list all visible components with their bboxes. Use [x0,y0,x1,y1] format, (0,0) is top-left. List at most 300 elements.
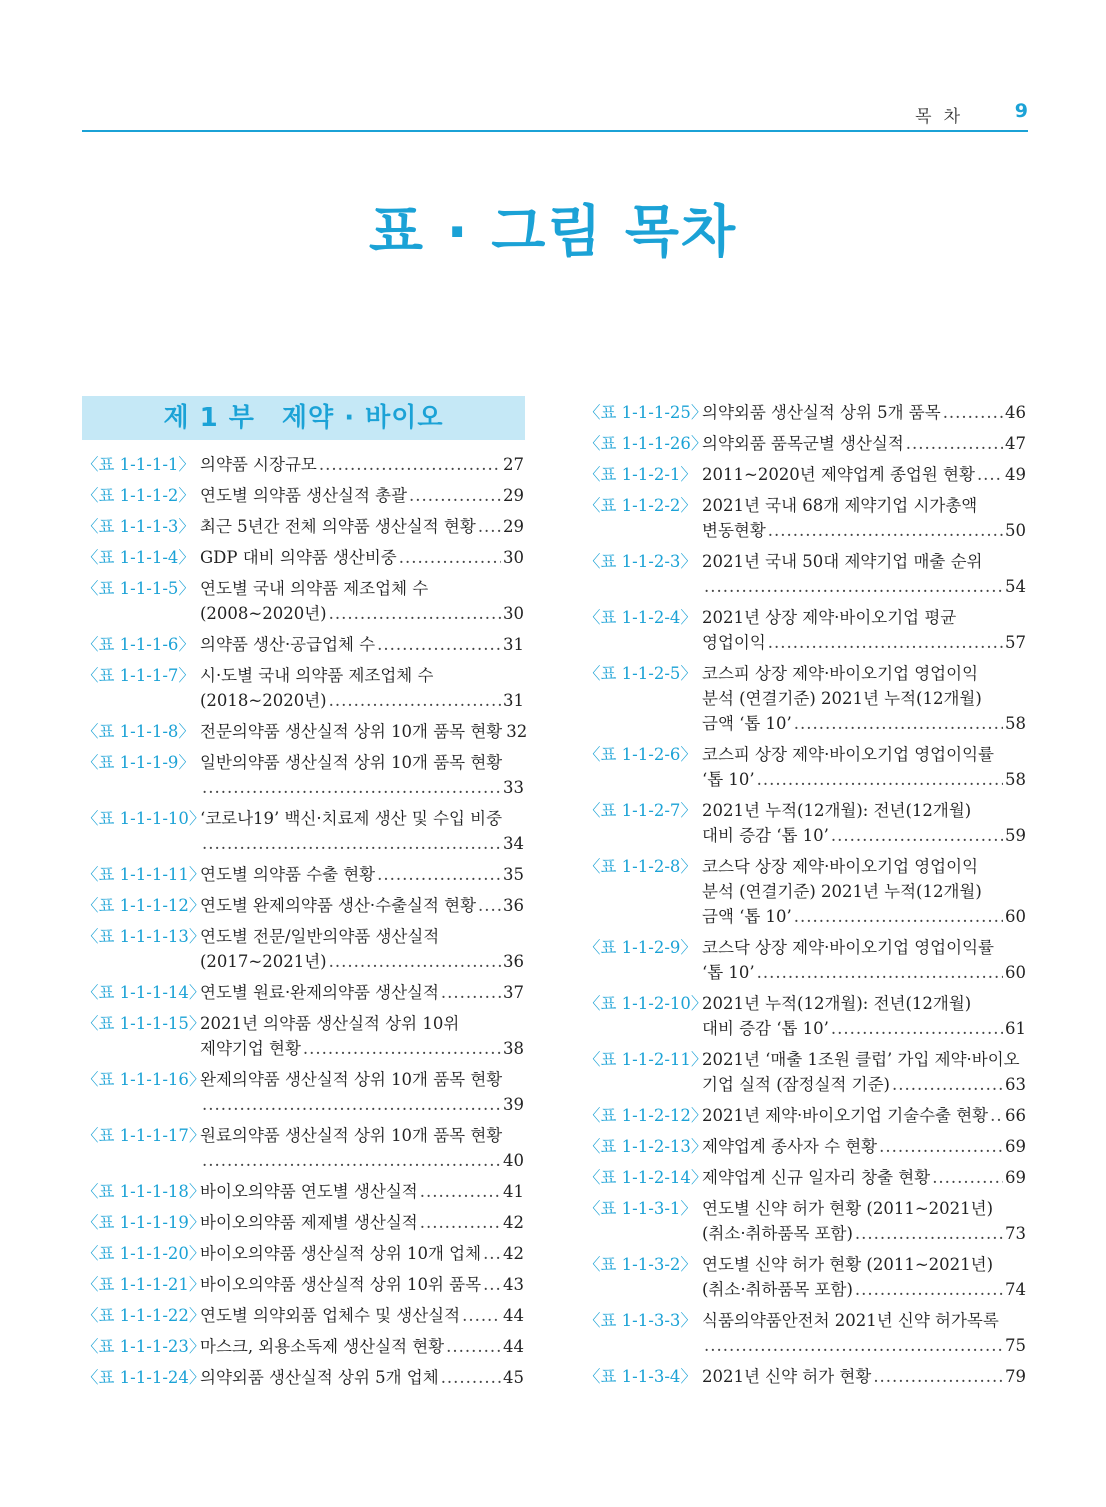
entry-title-line: 바이오의약품 연도별 생산실적 [200,1182,418,1201]
entry-last-line [200,831,524,856]
entry-body [702,854,1026,929]
page-ref: 69 [1005,1137,1026,1156]
page-ref: 36 [503,952,524,971]
entry-title-line: 제약기업 현황 [200,1039,301,1058]
page-ref: 60 [1005,907,1026,926]
toc-entry[interactable] [584,1308,1026,1358]
table-code: 〈표 1-1-2-10〉 [584,994,708,1013]
page-title: 표 · 그림 목차 [368,200,738,265]
table-code: 〈표 1-1-1-14〉 [82,983,206,1002]
dot-leader [202,775,501,800]
entry-last-line [702,1364,1026,1389]
header-rule [82,130,1028,132]
entry-title-line: 코스피 상장 제약·바이오기업 영업이익률 [702,745,994,764]
entry-title-line: 연도별 의약외품 업체수 및 생산실적 [200,1306,461,1325]
header-label: 목차 [915,107,972,127]
table-code: 〈표 1-1-1-20〉 [82,1244,206,1263]
entry-title-line: 제약업계 종사자 수 현황 [702,1137,878,1156]
entry-body [200,483,524,508]
page-ref: 33 [503,778,524,797]
entry-last-line [200,452,524,477]
entry-last-line [200,632,524,657]
toc-entry[interactable] [584,854,1026,929]
entry-title-line: (2008~2020년) [200,604,327,623]
toc-entry[interactable] [82,806,524,856]
entry-title-line: 최근 5년간 전체 의약품 생산실적 현황 [200,517,476,536]
toc-entry[interactable] [584,798,1026,848]
table-code: 〈표 1-1-1-25〉 [584,403,708,422]
page-number: 9 [1014,100,1028,122]
page-ref: 74 [1005,1280,1026,1299]
entry-title-line: 의약품 생산·공급업체 수 [200,635,376,654]
page-ref: 29 [503,517,524,536]
entry-title-line: 연도별 완제의약품 생산·수출실적 현황 [200,896,477,915]
page-ref: 49 [1005,465,1026,484]
page-ref: 45 [503,1368,524,1387]
page-ref: 57 [1005,633,1026,652]
table-code: 〈표 1-1-3-3〉 [584,1311,697,1330]
entry-last-line [200,949,524,974]
toc-entry[interactable] [82,893,524,918]
toc-entry[interactable] [584,1252,1026,1302]
table-code: 〈표 1-1-2-6〉 [584,745,697,764]
running-header [82,100,1028,126]
table-code: 〈표 1-1-1-17〉 [82,1126,206,1145]
dot-leader [932,1165,1003,1190]
table-code: 〈표 1-1-1-11〉 [82,865,206,884]
toc-entry[interactable] [82,632,524,657]
entry-body [200,806,524,856]
toc-entry[interactable] [584,742,1026,792]
dot-leader [399,545,501,570]
entry-last-line [702,400,1026,425]
entry-title-line: 완제의약품 생산실적 상위 10개 품목 현황 [200,1070,503,1089]
entry-title-line: 제약업계 신규 일자리 창출 현황 [702,1168,931,1187]
table-code: 〈표 1-1-2-11〉 [584,1050,708,1069]
dot-leader [704,574,1003,599]
toc-entry[interactable] [82,719,528,744]
dot-leader [873,1364,1003,1389]
toc-entry[interactable] [82,1334,524,1359]
toc-entry[interactable] [82,514,524,539]
table-code: 〈표 1-1-2-7〉 [584,801,697,820]
page-ref: 50 [1005,521,1026,540]
entry-last-line [702,823,1026,848]
table-code: 〈표 1-1-3-1〉 [584,1199,697,1218]
entry-last-line [702,1016,1026,1041]
entry-last-line [200,980,524,1005]
entry-last-line [200,514,524,539]
dot-leader [478,514,501,539]
dot-leader [794,711,1003,736]
entry-body [702,1252,1026,1302]
entry-last-line [702,960,1026,985]
entry-body [702,431,1026,456]
entry-title-line: 식품의약품안전처 2021년 신약 허가목록 [702,1311,999,1330]
table-code: 〈표 1-1-2-12〉 [584,1106,708,1125]
entry-last-line [200,1179,524,1204]
entry-title-line: 연도별 신약 허가 현황 (2011~2021년) [702,1255,994,1274]
dot-leader [329,601,501,626]
dot-leader [768,630,1003,655]
toc-entry[interactable] [82,1272,524,1297]
entry-title-line: (2018~2020년) [200,691,327,710]
entry-body [200,719,528,744]
entry-body [200,1303,524,1328]
page-ref: 58 [1005,770,1026,789]
table-code: 〈표 1-1-1-3〉 [82,517,195,536]
dot-leader [892,1072,1003,1097]
page-ref: 61 [1005,1019,1026,1038]
entry-title-line: 연도별 원료·완제의약품 생산실적 [200,983,439,1002]
page-ref: 79 [1005,1367,1026,1386]
entry-body [200,1210,524,1235]
entry-last-line [200,545,524,570]
table-code: 〈표 1-1-1-2〉 [82,486,195,505]
entry-last-line [200,775,524,800]
entry-body [200,862,524,887]
entry-title-line: 금액 ‘톱 10’ [702,907,792,926]
table-code: 〈표 1-1-3-2〉 [584,1255,697,1274]
entry-body [702,1103,1026,1128]
entry-body [200,545,524,570]
entry-title-line: 2021년 누적(12개월): 전년(12개월) [702,801,972,820]
dot-leader [906,431,1003,456]
page-ref: 75 [1005,1336,1026,1355]
entry-body [702,400,1026,425]
entry-body [702,1134,1026,1159]
entry-body [702,1047,1026,1097]
page-ref: 39 [503,1095,524,1114]
toc-entry[interactable] [584,1103,1026,1128]
entry-body [200,1011,524,1061]
toc-entry[interactable] [584,1364,1026,1389]
entry-body [200,1334,524,1359]
table-code: 〈표 1-1-1-7〉 [82,666,195,685]
entry-last-line [702,518,1026,543]
entry-title-line: 2021년 상장 제약·바이오기업 평균 [702,608,957,627]
dot-leader [990,1103,1003,1128]
toc-entry[interactable] [82,452,524,477]
entry-body [200,750,524,800]
dot-leader [329,688,501,713]
toc-entry[interactable] [584,549,1026,599]
table-code: 〈표 1-1-2-8〉 [584,857,697,876]
entry-title-line: 2021년 누적(12개월): 전년(12개월) [702,994,972,1013]
entry-last-line [200,1241,524,1266]
toc-entry[interactable] [82,1179,524,1204]
entry-title-line: 2021년 ‘매출 1조원 클럽’ 가입 제약·바이오 [702,1050,1020,1069]
entry-title-line: 바이오의약품 제제별 생산실적 [200,1213,418,1232]
entry-title-line: 2011~2020년 제약업계 종업원 현황 [702,465,975,484]
entry-body [200,576,524,626]
page-ref: 41 [503,1182,524,1201]
toc-entry[interactable] [584,493,1026,543]
toc-entry[interactable] [82,1011,524,1061]
entry-body [200,452,524,477]
entry-body [702,1364,1026,1389]
toc-entry[interactable] [82,483,524,508]
page-ref: 43 [503,1275,524,1294]
dot-leader [794,904,1003,929]
dot-leader [441,1365,501,1390]
dot-leader [409,483,501,508]
entry-last-line [200,862,524,887]
dot-leader [831,823,1003,848]
dot-leader [855,1277,1003,1302]
toc-entry[interactable] [584,431,1026,456]
toc-entry[interactable] [82,1241,524,1266]
entry-title-line: 기업 실적 (잠정실적 기준) [702,1075,890,1094]
entry-body [200,663,524,713]
table-code: 〈표 1-1-1-13〉 [82,927,206,946]
entry-body [200,1067,524,1117]
entry-body [200,893,524,918]
entry-last-line [702,1165,1026,1190]
page-ref: 31 [503,691,524,710]
toc-entry[interactable] [584,1196,1026,1246]
entry-last-line [702,1277,1026,1302]
part-heading: 제 1 부 제약 · 바이오 [82,396,525,440]
toc-entry[interactable] [82,1365,524,1390]
entry-title-line: 변동현황 [702,521,766,540]
entry-title-line: 2021년 국내 50대 제약기업 매출 순위 [702,552,983,571]
dot-leader [202,1092,501,1117]
toc-entry[interactable] [584,661,1026,736]
entry-title-line: 일반의약품 생산실적 상위 10개 품목 현황 [200,753,503,772]
table-code: 〈표 1-1-1-19〉 [82,1213,206,1232]
dot-leader [202,1148,501,1173]
table-code: 〈표 1-1-1-18〉 [82,1182,206,1201]
entry-title-line: 코스닥 상장 제약·바이오기업 영업이익 [702,857,979,876]
page-ref: 42 [503,1244,524,1263]
entry-title-line: 연도별 신약 허가 현황 (2011~2021년) [702,1199,994,1218]
entry-body [702,605,1026,655]
dot-leader [757,767,1003,792]
entry-title-line: 분석 (연결기준) 2021년 누적(12개월) [702,689,982,708]
entry-body [200,924,524,974]
entry-title-line: 바이오의약품 생산실적 상위 10개 업체 [200,1244,482,1263]
entry-last-line [200,688,524,713]
entry-title-line: 분석 (연결기준) 2021년 누적(12개월) [702,882,982,901]
entry-body [702,549,1026,599]
entry-title-line: 마스크, 외용소독제 생산실적 현황 [200,1337,445,1356]
page-ref: 30 [503,604,524,623]
entry-title-line: 코스닥 상장 제약·바이오기업 영업이익률 [702,938,994,957]
entry-body [702,798,1026,848]
table-code: 〈표 1-1-2-5〉 [584,664,697,683]
entry-last-line [200,1272,524,1297]
entry-title-line: 코스피 상장 제약·바이오기업 영업이익 [702,664,979,683]
entry-body [200,1365,524,1390]
toc-entry[interactable] [584,605,1026,655]
table-code: 〈표 1-1-1-10〉 [82,809,206,828]
toc-entry[interactable] [584,991,1026,1041]
entry-last-line [702,1072,1026,1097]
entry-last-line [200,719,528,744]
toc-entry[interactable] [584,462,1026,487]
entry-last-line [200,893,524,918]
entry-title-line: ‘톱 10’ [702,770,755,789]
dot-leader [377,862,501,887]
table-code: 〈표 1-1-1-1〉 [82,455,195,474]
dot-leader [319,452,501,477]
entry-title-line: (취소·취하품목 포함) [702,1224,853,1243]
entry-body [702,1196,1026,1246]
entry-last-line [702,767,1026,792]
toc-entry[interactable] [584,1165,1026,1190]
entry-title-line: 원료의약품 생산실적 상위 10개 품목 현황 [200,1126,503,1145]
toc-entry[interactable] [82,1123,524,1173]
dot-leader [462,1303,501,1328]
toc-entry[interactable] [82,862,524,887]
entry-title-line: 의약외품 생산실적 상위 5개 품목 [702,403,941,422]
table-code: 〈표 1-1-1-16〉 [82,1070,206,1089]
entry-body [702,1308,1026,1358]
dot-leader [446,1334,501,1359]
dot-leader [483,1272,501,1297]
entry-last-line [702,904,1026,929]
dot-leader [303,1036,501,1061]
page-ref: 44 [503,1306,524,1325]
toc-entry[interactable] [82,980,524,1005]
toc-entry[interactable] [584,1047,1026,1097]
toc-column-right [584,400,1026,1395]
entry-last-line [200,1365,524,1390]
dot-leader [831,1016,1003,1041]
toc-entry[interactable] [82,576,524,626]
page-ref: 63 [1005,1075,1026,1094]
page-ref: 37 [503,983,524,1002]
table-code: 〈표 1-1-2-14〉 [584,1168,708,1187]
entry-body [200,514,524,539]
toc-entry[interactable] [82,750,524,800]
entry-body [702,1165,1026,1190]
entry-title-line: GDP 대비 의약품 생산비중 [200,548,397,567]
table-code: 〈표 1-1-1-6〉 [82,635,195,654]
entry-title-line: 바이오의약품 생산실적 상위 10위 품목 [200,1275,482,1294]
table-code: 〈표 1-1-1-12〉 [82,896,206,915]
entry-title-line: 연도별 의약품 생산실적 총괄 [200,486,408,505]
table-code: 〈표 1-1-1-24〉 [82,1368,206,1387]
page-ref: 38 [503,1039,524,1058]
entry-body [200,1123,524,1173]
table-code: 〈표 1-1-2-2〉 [584,496,697,515]
entry-body [702,991,1026,1041]
page-ref: 44 [503,1337,524,1356]
entry-title-line: ‘코로나19’ 백신·치료제 생산 및 수입 비중 [200,809,503,828]
toc-entry[interactable] [82,924,524,974]
toc-entry[interactable] [82,545,524,570]
page-ref: 59 [1005,826,1026,845]
dot-leader [977,462,1003,487]
dot-leader [441,980,501,1005]
entry-title-line: (취소·취하품목 포함) [702,1280,853,1299]
dot-leader [855,1221,1003,1246]
page-ref: 27 [503,455,524,474]
entry-title-line: 2021년 의약품 생산실적 상위 10위 [200,1014,460,1033]
toc-entry[interactable] [584,400,1026,425]
table-code: 〈표 1-1-1-4〉 [82,548,195,567]
entry-title-line: 대비 증감 ‘톱 10’ [702,1019,829,1038]
page-ref: 66 [1005,1106,1026,1125]
page-ref: 30 [503,548,524,567]
page-ref: 29 [503,486,524,505]
entry-title-line: 의약외품 생산실적 상위 5개 업체 [200,1368,439,1387]
entry-title-line: 연도별 전문/일반의약품 생산실적 [200,927,440,946]
entry-last-line [200,1092,524,1117]
entry-last-line [702,462,1026,487]
entry-last-line [200,1210,524,1235]
table-code: 〈표 1-1-1-22〉 [82,1306,206,1325]
entry-title-line: 의약외품 품목군별 생산실적 [702,434,904,453]
entry-title-line: 시·도별 국내 의약품 제조업체 수 [200,666,434,685]
entry-body [702,462,1026,487]
toc-entry[interactable] [82,1210,524,1235]
page-ref: 35 [503,865,524,884]
toc-entry[interactable] [584,1134,1026,1159]
entry-title-line: 연도별 국내 의약품 제조업체 수 [200,579,429,598]
entry-title-line: 연도별 의약품 수출 현황 [200,865,376,884]
entry-last-line [702,1134,1026,1159]
entry-title-line: 2021년 국내 68개 제약기업 시가총액 [702,496,978,515]
dot-leader [879,1134,1003,1159]
toc-entry[interactable] [82,663,524,713]
page-ref: 31 [503,635,524,654]
entry-body [200,632,524,657]
table-code: 〈표 1-1-3-4〉 [584,1367,697,1386]
entry-body [702,661,1026,736]
entry-title-line: 전문의약품 생산실적 상위 10개 품목 현황 [200,722,503,741]
entry-title-line: 2021년 신약 허가 현황 [702,1367,872,1386]
table-code: 〈표 1-1-2-3〉 [584,552,697,571]
page-ref: 73 [1005,1224,1026,1243]
entry-last-line [200,601,524,626]
page-ref: 54 [1005,577,1026,596]
dot-leader [329,949,501,974]
page-ref: 40 [503,1151,524,1170]
entry-last-line [702,1221,1026,1246]
dot-leader [943,400,1003,425]
table-code: 〈표 1-1-2-1〉 [584,465,697,484]
table-code: 〈표 1-1-2-9〉 [584,938,697,957]
toc-entry[interactable] [82,1303,524,1328]
entry-body [200,1241,524,1266]
toc-entry[interactable] [82,1067,524,1117]
page-ref: 34 [503,834,524,853]
table-code: 〈표 1-1-1-9〉 [82,753,195,772]
toc-entry[interactable] [584,935,1026,985]
toc-column-left [82,452,528,1396]
entry-last-line [702,1103,1026,1128]
dot-leader [483,1241,501,1266]
entry-title-line: ‘톱 10’ [702,963,755,982]
entry-last-line [702,711,1026,736]
page-ref: 36 [503,896,524,915]
entry-body [200,1272,524,1297]
entry-title-line: 대비 증감 ‘톱 10’ [702,826,829,845]
entry-body [200,1179,524,1204]
entry-last-line [702,431,1026,456]
dot-leader [420,1210,501,1235]
table-code: 〈표 1-1-1-5〉 [82,579,195,598]
table-code: 〈표 1-1-2-13〉 [584,1137,708,1156]
page-ref: 46 [1005,403,1026,422]
entry-last-line [702,1333,1026,1358]
table-code: 〈표 1-1-1-26〉 [584,434,708,453]
entry-title-line: 의약품 시장규모 [200,455,317,474]
page-ref: 69 [1005,1168,1026,1187]
